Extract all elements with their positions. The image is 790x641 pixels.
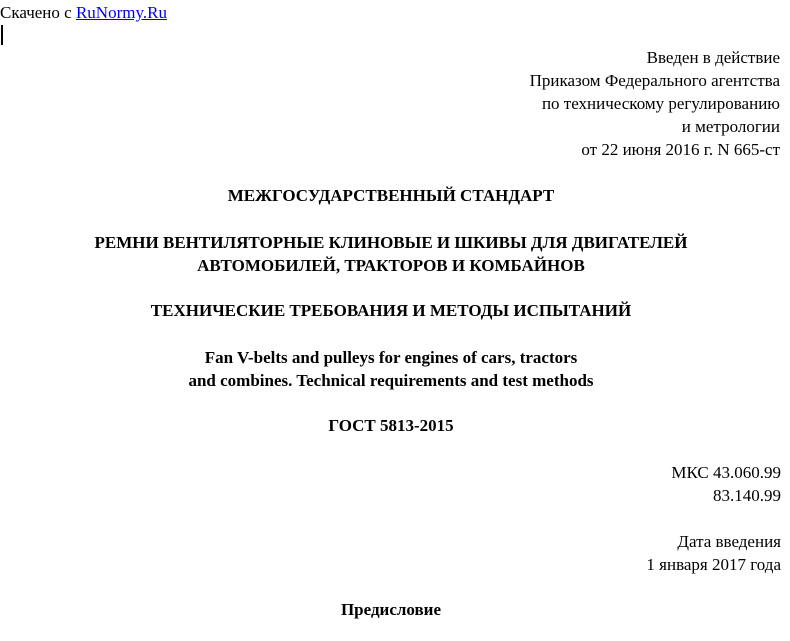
approval-line: и метрологии bbox=[681, 117, 780, 136]
approval-line: Введен в действие bbox=[646, 48, 780, 67]
source-prefix: Скачено с bbox=[0, 3, 76, 22]
runormy-link[interactable]: RuNormy.Ru bbox=[75, 3, 167, 22]
standard-code bbox=[0, 414, 782, 437]
classification-line: 83.140.99 bbox=[713, 486, 781, 505]
title-en-line: and combines. Technical requirements and test methods bbox=[188, 371, 594, 390]
title-ru bbox=[0, 231, 782, 277]
title-ru-line: РЕМНИ ВЕНТИЛЯТОРНЫЕ КЛИНОВЫЕ И ШКИВЫ ДЛЯ ДВИГАТЕЛЕЙ bbox=[94, 233, 688, 252]
text-cursor bbox=[1, 25, 3, 45]
subtitle-ru-text: ТЕХНИЧЕСКИЕ ТРЕБОВАНИЯ И МЕТОДЫ ИСПЫТАНИЙ bbox=[150, 301, 632, 320]
preface-heading bbox=[0, 598, 782, 621]
classification-block bbox=[671, 461, 781, 507]
approval-block bbox=[530, 46, 780, 161]
approval-line: по техническому регулированию bbox=[541, 94, 780, 113]
subtitle-ru bbox=[0, 299, 782, 322]
title-en-line: Fan V-belts and pulleys for engines of cars, tractors bbox=[204, 348, 578, 367]
source-line bbox=[0, 1, 167, 24]
classification-line: МКС 43.060.99 bbox=[671, 463, 781, 482]
intro-date-line: 1 января 2017 года bbox=[646, 555, 781, 574]
approval-line: Приказом Федерального агентства bbox=[529, 71, 780, 90]
intro-date-block bbox=[646, 530, 781, 576]
standard-code-text: ГОСТ 5813-2015 bbox=[328, 416, 454, 435]
title-en bbox=[0, 346, 782, 392]
title-ru-line: АВТОМОБИЛЕЙ, ТРАКТОРОВ И КОМБАЙНОВ bbox=[197, 256, 585, 275]
approval-line: от 22 июня 2016 г. N 665-ст bbox=[581, 140, 780, 159]
standard-type-heading bbox=[0, 184, 782, 207]
preface-title: Предисловие bbox=[340, 600, 442, 619]
intro-date-line: Дата введения bbox=[677, 532, 781, 551]
standard-type-text: МЕЖГОСУДАРСТВЕННЫЙ СТАНДАРТ bbox=[227, 186, 555, 205]
